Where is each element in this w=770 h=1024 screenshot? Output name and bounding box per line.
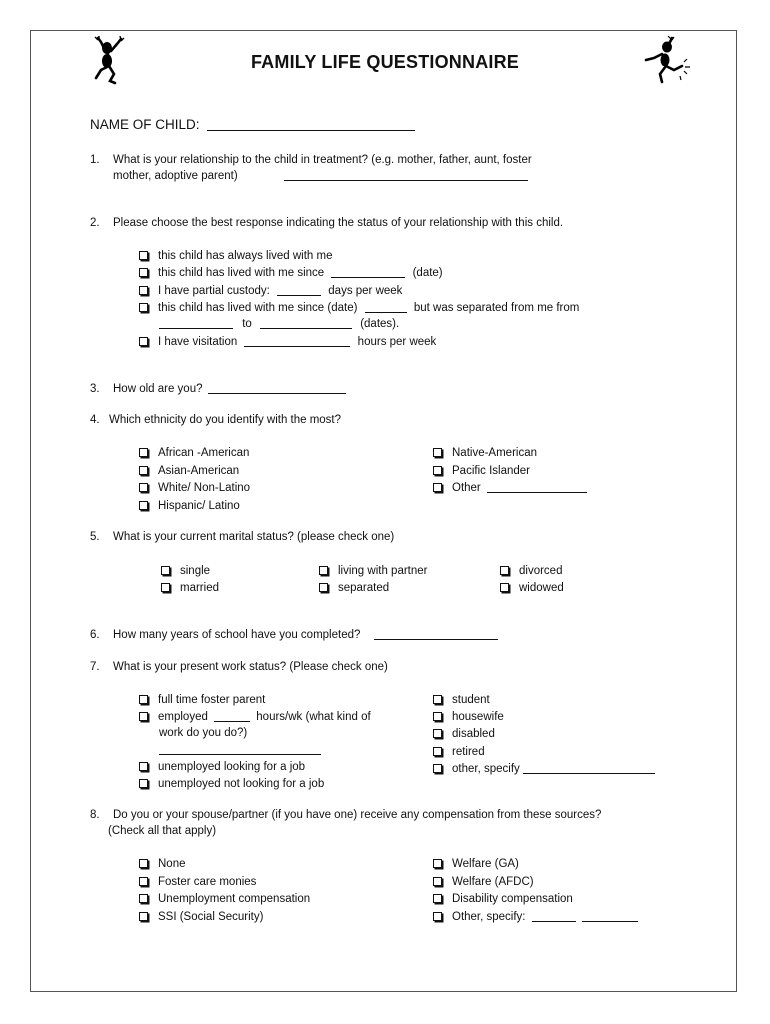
option-label: Disability compensation xyxy=(452,893,573,905)
q5-option xyxy=(500,581,564,595)
q4-option xyxy=(139,446,249,460)
from-date-field[interactable] xyxy=(159,317,233,329)
q2-text: Please choose the best response indicating the status of your relationship with this child. xyxy=(113,217,564,229)
option-label: Other, specify: xyxy=(452,911,526,923)
option-label-suffix: but was separated from me from xyxy=(413,302,580,314)
checkbox[interactable] xyxy=(433,483,442,492)
option-label: unemployed looking for a job xyxy=(158,761,306,773)
q7-option-other xyxy=(433,762,655,776)
checkbox[interactable] xyxy=(433,712,442,721)
q3-number: 3. xyxy=(90,383,100,395)
option-label: disabled xyxy=(452,728,495,740)
q8-option xyxy=(139,875,256,889)
option-label: widowed xyxy=(519,582,564,594)
q5-number: 5. xyxy=(90,531,100,543)
option-label: I have visitation xyxy=(158,336,238,348)
kind-of-work-field[interactable] xyxy=(159,743,321,755)
checkbox[interactable] xyxy=(433,747,442,756)
q4-option xyxy=(139,499,240,513)
checkbox[interactable] xyxy=(139,779,148,788)
q6-number: 6. xyxy=(90,629,100,641)
q4-option xyxy=(139,481,250,495)
checkbox[interactable] xyxy=(139,712,148,721)
option-label: Welfare (AFDC) xyxy=(452,876,534,888)
checkbox[interactable] xyxy=(433,894,442,903)
checkbox[interactable] xyxy=(433,695,442,704)
option-label: housewife xyxy=(452,711,504,723)
option-label: Unemployment compensation xyxy=(158,893,311,905)
option-label: student xyxy=(452,694,490,706)
q4-option-other xyxy=(433,481,587,495)
q4-option xyxy=(433,446,537,460)
option-label: this child has lived with me since (date) xyxy=(158,302,358,314)
q8-option xyxy=(433,892,573,906)
q5-text: What is your current marital status? (please check one) xyxy=(113,531,395,543)
q2-number: 2. xyxy=(90,217,100,229)
page-title: FAMILY LIFE QUESTIONNAIRE xyxy=(250,52,520,72)
option-label: unemployed not looking for a job xyxy=(158,778,325,790)
checkbox[interactable] xyxy=(319,566,328,575)
q1-relationship-field[interactable] xyxy=(284,169,528,181)
q3-row xyxy=(113,382,346,396)
option-label: SSI (Social Security) xyxy=(158,911,264,923)
q6-row xyxy=(113,628,498,642)
checkbox[interactable] xyxy=(433,729,442,738)
option-label: Other xyxy=(452,482,481,494)
q2-option-separated-dates xyxy=(159,317,399,331)
option-label: married xyxy=(180,582,219,594)
days-field[interactable] xyxy=(277,284,321,296)
option-label: other, specify xyxy=(452,763,520,775)
q7-text: What is your present work status? (Please check one) xyxy=(113,661,388,673)
q4-option xyxy=(139,464,239,478)
other-ethnicity-field[interactable] xyxy=(487,481,587,493)
q7-option xyxy=(139,760,305,774)
option-label: Foster care monies xyxy=(158,876,257,888)
years-school-field[interactable] xyxy=(374,628,498,640)
checkbox[interactable] xyxy=(500,566,509,575)
name-of-child-row xyxy=(90,117,415,133)
option-label: African -American xyxy=(158,447,250,459)
q2-option-visitation xyxy=(139,335,436,349)
option-label: this child has lived with me since xyxy=(158,267,325,279)
hours-per-week-field[interactable] xyxy=(214,710,250,722)
q8-option xyxy=(139,910,263,924)
checkbox[interactable] xyxy=(139,337,148,346)
q7-option xyxy=(139,693,265,707)
checkbox[interactable] xyxy=(139,483,148,492)
q7-option xyxy=(433,693,490,707)
checkbox[interactable] xyxy=(433,764,442,773)
other-work-field[interactable] xyxy=(523,762,655,774)
dates-label: (dates). xyxy=(360,318,400,330)
name-of-child-field[interactable] xyxy=(207,119,415,131)
other-source-field[interactable] xyxy=(532,910,576,922)
q2-option-since xyxy=(139,266,443,280)
checkbox[interactable] xyxy=(139,912,148,921)
option-label: divorced xyxy=(519,565,563,577)
checkbox[interactable] xyxy=(433,466,442,475)
q5-option xyxy=(319,564,427,578)
option-label: living with partner xyxy=(338,565,428,577)
q5-option xyxy=(161,564,210,578)
q3-text: How old are you? xyxy=(113,383,203,395)
checkbox[interactable] xyxy=(161,566,170,575)
hours-field[interactable] xyxy=(244,335,350,347)
q8-text-line1: Do you or your spouse/partner (if you have one) receive any compensation from these sources? xyxy=(113,809,602,821)
checkbox[interactable] xyxy=(433,877,442,886)
option-label: None xyxy=(158,858,186,870)
q8-number: 8. xyxy=(90,809,100,821)
checkbox[interactable] xyxy=(139,448,148,457)
q6-text: How many years of school have you completed? xyxy=(113,629,361,641)
option-label: retired xyxy=(452,746,485,758)
option-label: full time foster parent xyxy=(158,694,266,706)
checkbox[interactable] xyxy=(161,583,170,592)
q7-number: 7. xyxy=(90,661,100,673)
q4-option xyxy=(433,464,530,478)
checkbox[interactable] xyxy=(433,859,442,868)
q5-option xyxy=(319,581,389,595)
age-field[interactable] xyxy=(208,382,346,394)
checkbox[interactable] xyxy=(139,501,148,510)
q8-option xyxy=(139,892,310,906)
date-field[interactable] xyxy=(365,301,407,313)
q2-option-always xyxy=(139,249,333,263)
option-label: Welfare (GA) xyxy=(452,858,519,870)
q5-option xyxy=(161,581,219,595)
q4-number: 4. xyxy=(90,414,100,426)
checkbox[interactable] xyxy=(139,762,148,771)
checkbox[interactable] xyxy=(319,583,328,592)
q7-option-employed xyxy=(139,710,371,724)
checkbox[interactable] xyxy=(139,286,148,295)
q5-option xyxy=(500,564,562,578)
other-source-amount-field[interactable] xyxy=(582,910,638,922)
q8-option xyxy=(433,857,519,871)
q7-option xyxy=(433,745,485,759)
checkbox[interactable] xyxy=(139,466,148,475)
option-label: Pacific Islander xyxy=(452,465,530,477)
to-date-field[interactable] xyxy=(260,317,352,329)
q1-text-line2: mother, adoptive parent) xyxy=(113,170,238,182)
option-label-suffix: hours/wk (what kind of xyxy=(256,711,371,723)
checkbox[interactable] xyxy=(139,894,148,903)
option-label: separated xyxy=(338,582,390,594)
checkbox[interactable] xyxy=(139,859,148,868)
q7-option xyxy=(433,710,504,724)
option-label: White/ Non-Latino xyxy=(158,482,251,494)
checkbox[interactable] xyxy=(433,448,442,457)
checkbox[interactable] xyxy=(139,268,148,277)
option-label-suffix: hours per week xyxy=(357,336,437,348)
q8-text-line2: (Check all that apply) xyxy=(108,825,217,837)
q7-option xyxy=(433,727,495,741)
option-label: Hispanic/ Latino xyxy=(158,500,240,512)
checkbox[interactable] xyxy=(139,695,148,704)
option-label-suffix: (date) xyxy=(412,267,443,279)
checkbox[interactable] xyxy=(139,251,148,260)
q7-option xyxy=(139,777,324,791)
q4-text: Which ethnicity do you identify with the most? xyxy=(109,414,342,426)
q1-number: 1. xyxy=(90,154,100,166)
option-label: I have partial custody: xyxy=(158,285,270,297)
to-label: to xyxy=(242,318,252,330)
q8-option-other xyxy=(433,910,638,924)
q1-text-line1: What is your relationship to the child in treatment? (e.g. mother, father, aunt, foster xyxy=(113,154,532,166)
q8-option xyxy=(139,857,186,871)
option-label: this child has always lived with me xyxy=(158,250,333,262)
checkbox[interactable] xyxy=(139,303,148,312)
q2-option-partial-custody xyxy=(139,284,402,298)
q8-option xyxy=(433,875,534,889)
checkbox[interactable] xyxy=(139,877,148,886)
checkbox[interactable] xyxy=(500,583,509,592)
q7-employed-line2: work do you do?) xyxy=(159,727,248,739)
option-label-suffix: days per week xyxy=(328,285,403,297)
name-of-child-label: NAME OF CHILD: xyxy=(90,117,200,132)
q2-option-separated xyxy=(139,301,579,315)
option-label: employed xyxy=(158,711,208,723)
date-field[interactable] xyxy=(331,266,405,278)
option-label: single xyxy=(180,565,211,577)
option-label: Asian-American xyxy=(158,465,240,477)
checkbox[interactable] xyxy=(433,912,442,921)
option-label: Native-American xyxy=(452,447,537,459)
